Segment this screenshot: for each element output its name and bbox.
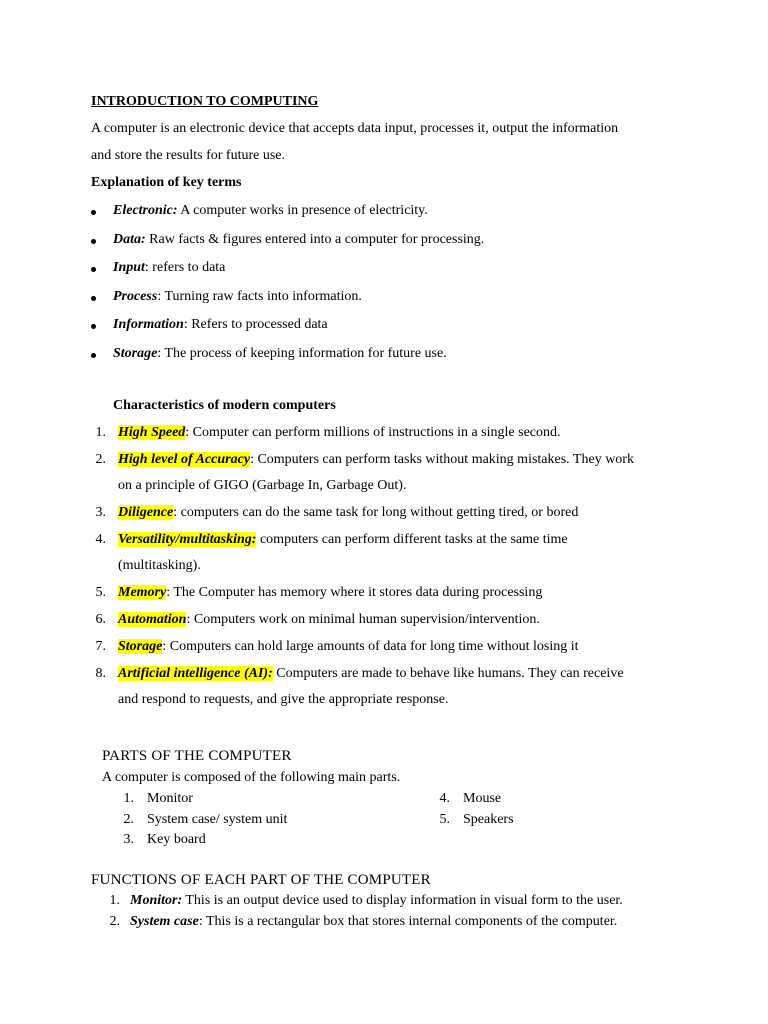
bullet-icon (91, 353, 96, 358)
term-description: : Refers to processed data (183, 317, 328, 332)
term-description: : Computers work on minimal human supervision/intervention. (186, 612, 540, 627)
intro-title: INTRODUCTION TO COMPUTING (91, 94, 319, 109)
item-number: 7. (95, 639, 106, 654)
bullet-icon (91, 267, 96, 272)
term: Process (113, 289, 158, 304)
term: Input (113, 260, 145, 275)
term: High level of Accuracy (118, 452, 251, 467)
bullet-icon (91, 324, 96, 329)
parts-heading: PARTS OF THE COMPUTER (102, 748, 292, 764)
term-description-continued: (multitasking). (118, 558, 201, 573)
term: Storage (113, 346, 158, 361)
part-label: Monitor (147, 791, 193, 806)
term-description-continued: and respond to requests, and give the appropriate response. (118, 692, 449, 707)
term-description: : This is a rectangular box that stores internal components of the computer. (198, 914, 618, 929)
term: Storage (118, 639, 163, 654)
part-label: Mouse (463, 791, 502, 806)
item-number: 5. (439, 812, 450, 827)
item-number: 8. (95, 666, 106, 681)
term: Versatility/multitasking: (118, 532, 257, 547)
key-terms-heading: Explanation of key terms (91, 175, 242, 190)
item-number: 2. (95, 452, 106, 467)
term-description: Computers are made to behave like humans. They can receive (272, 666, 624, 681)
term-description: This is an output device used to display information in visual form to the user. (182, 893, 623, 908)
bullet-icon (91, 296, 96, 301)
item-number: 4. (95, 532, 106, 547)
term: Information (113, 317, 184, 332)
term-description: A computer works in presence of electricity. (177, 203, 428, 218)
item-number: 4. (439, 791, 450, 806)
item-number: 6. (95, 612, 106, 627)
term-description-continued: on a principle of GIGO (Garbage In, Garbage Out). (118, 478, 407, 493)
part-label: Speakers (463, 812, 514, 827)
item-number: 1. (95, 425, 106, 440)
parts-intro: A computer is composed of the following main parts. (102, 770, 401, 785)
term: Electronic: (113, 203, 178, 218)
term-description: : Computers can hold large amounts of data for long time without losing it (162, 639, 579, 654)
term-description: Raw facts & figures entered into a computer for processing. (145, 232, 485, 247)
term-description: : The process of keeping information for future use. (157, 346, 447, 361)
term: Diligence (118, 505, 174, 520)
item-number: 3. (123, 832, 134, 847)
term: Data: (113, 232, 146, 247)
term-description: : refers to data (144, 260, 226, 275)
term-description: : The Computer has memory where it stores data during processing (166, 585, 543, 600)
term: High Speed (118, 425, 186, 440)
item-number: 2. (109, 914, 120, 929)
term: Artificial intelligence (AI): (118, 666, 273, 681)
term-description: : Computers can perform tasks without making mistakes. They work (250, 452, 634, 467)
part-label: System case/ system unit (147, 812, 288, 827)
intro-paragraph-line2: and store the results for future use. (91, 148, 285, 163)
bullet-icon (91, 210, 96, 215)
part-label: Key board (147, 832, 206, 847)
term: Monitor: (130, 893, 183, 908)
functions-heading: FUNCTIONS OF EACH PART OF THE COMPUTER (91, 872, 431, 888)
term-description: : Computer can perform millions of instructions in a single second. (185, 425, 561, 440)
term: System case (130, 914, 199, 929)
item-number: 5. (95, 585, 106, 600)
term-description: : Turning raw facts into information. (157, 289, 362, 304)
item-number: 3. (95, 505, 106, 520)
item-number: 1. (109, 893, 120, 908)
term: Memory (118, 585, 167, 600)
intro-paragraph-line1: A computer is an electronic device that accepts data input, processes it, output the information (91, 121, 619, 136)
term: Automation (118, 612, 187, 627)
term-description: : computers can do the same task for long without getting tired, or bored (173, 505, 579, 520)
term-description: computers can perform different tasks at the same time (256, 532, 568, 547)
item-number: 1. (123, 791, 134, 806)
characteristics-heading: Characteristics of modern computers (113, 398, 336, 413)
item-number: 2. (123, 812, 134, 827)
bullet-icon (91, 239, 96, 244)
